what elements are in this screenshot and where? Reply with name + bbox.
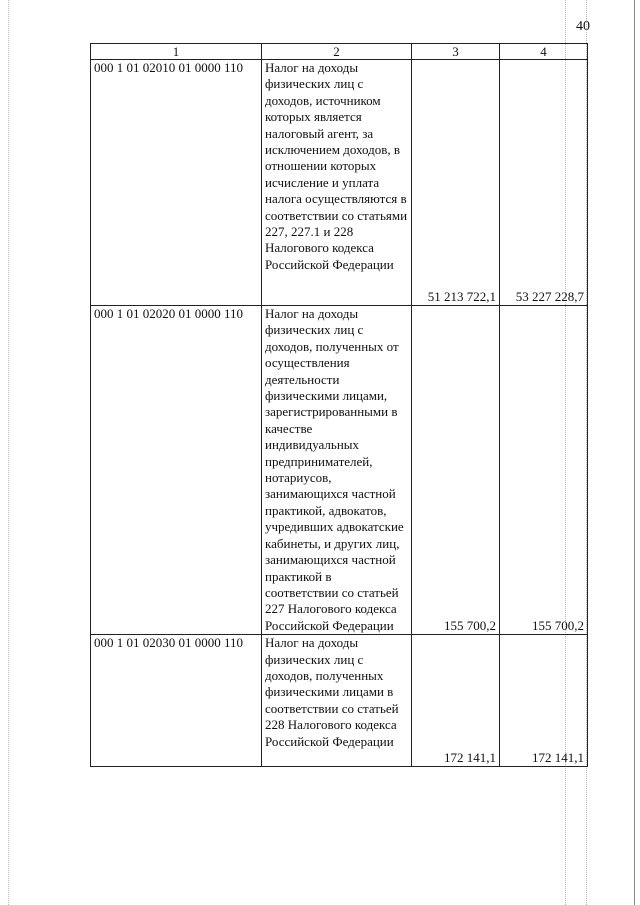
table-row bbox=[91, 60, 588, 306]
column-header: 3 bbox=[412, 44, 500, 60]
amount-cell-col3: 172 141,1 bbox=[412, 635, 500, 767]
table-row bbox=[91, 635, 588, 767]
income-name-cell: Налог на доходы физических лиц с доходов, полученных от осуществления деятельности физическими лицами, зарегистрированными в качестве индивидуальных предпринимателей, нотариусов, занимающихся частной практикой, адвокатов, учредивших адвокатские кабинеты, и других лиц, занимающихся частной практикой в соответствии со статьей 227 Налогового кодекса Российской Федерации bbox=[262, 306, 412, 635]
amount-cell-col3: 155 700,2 bbox=[412, 306, 500, 635]
scan-edge-right bbox=[634, 0, 635, 905]
amount-cell-col4: 172 141,1 bbox=[500, 635, 588, 767]
column-header: 2 bbox=[262, 44, 412, 60]
amount-cell-col3: 51 213 722,1 bbox=[412, 60, 500, 306]
page-number: 40 bbox=[576, 19, 590, 34]
column-header: 4 bbox=[500, 44, 588, 60]
amount-cell-col4: 155 700,2 bbox=[500, 306, 588, 635]
revenue-table bbox=[90, 43, 588, 767]
budget-code-cell: 000 1 01 02020 01 0000 110 bbox=[91, 306, 262, 635]
scan-edge-left bbox=[8, 0, 9, 905]
amount-cell-col4: 53 227 228,7 bbox=[500, 60, 588, 306]
column-header: 1 bbox=[91, 44, 262, 60]
table-row bbox=[91, 306, 588, 635]
table-header-row bbox=[91, 44, 588, 60]
income-name-cell: Налог на доходы физических лиц с доходов, полученных физическими лицами в соответствии со статьей 228 Налогового кодекса Российской Федерации bbox=[262, 635, 412, 767]
budget-code-cell: 000 1 01 02010 01 0000 110 bbox=[91, 60, 262, 306]
income-name-cell: Налог на доходы физических лиц с доходов, источником которых является налоговый агент, за исключением доходов, в отношении которых исчисление и уплата налога осуществляются в соответствии со статьями 227, 227.1 и 228 Налогового кодекса Российской Федерации bbox=[262, 60, 412, 306]
budget-code-cell: 000 1 01 02030 01 0000 110 bbox=[91, 635, 262, 767]
